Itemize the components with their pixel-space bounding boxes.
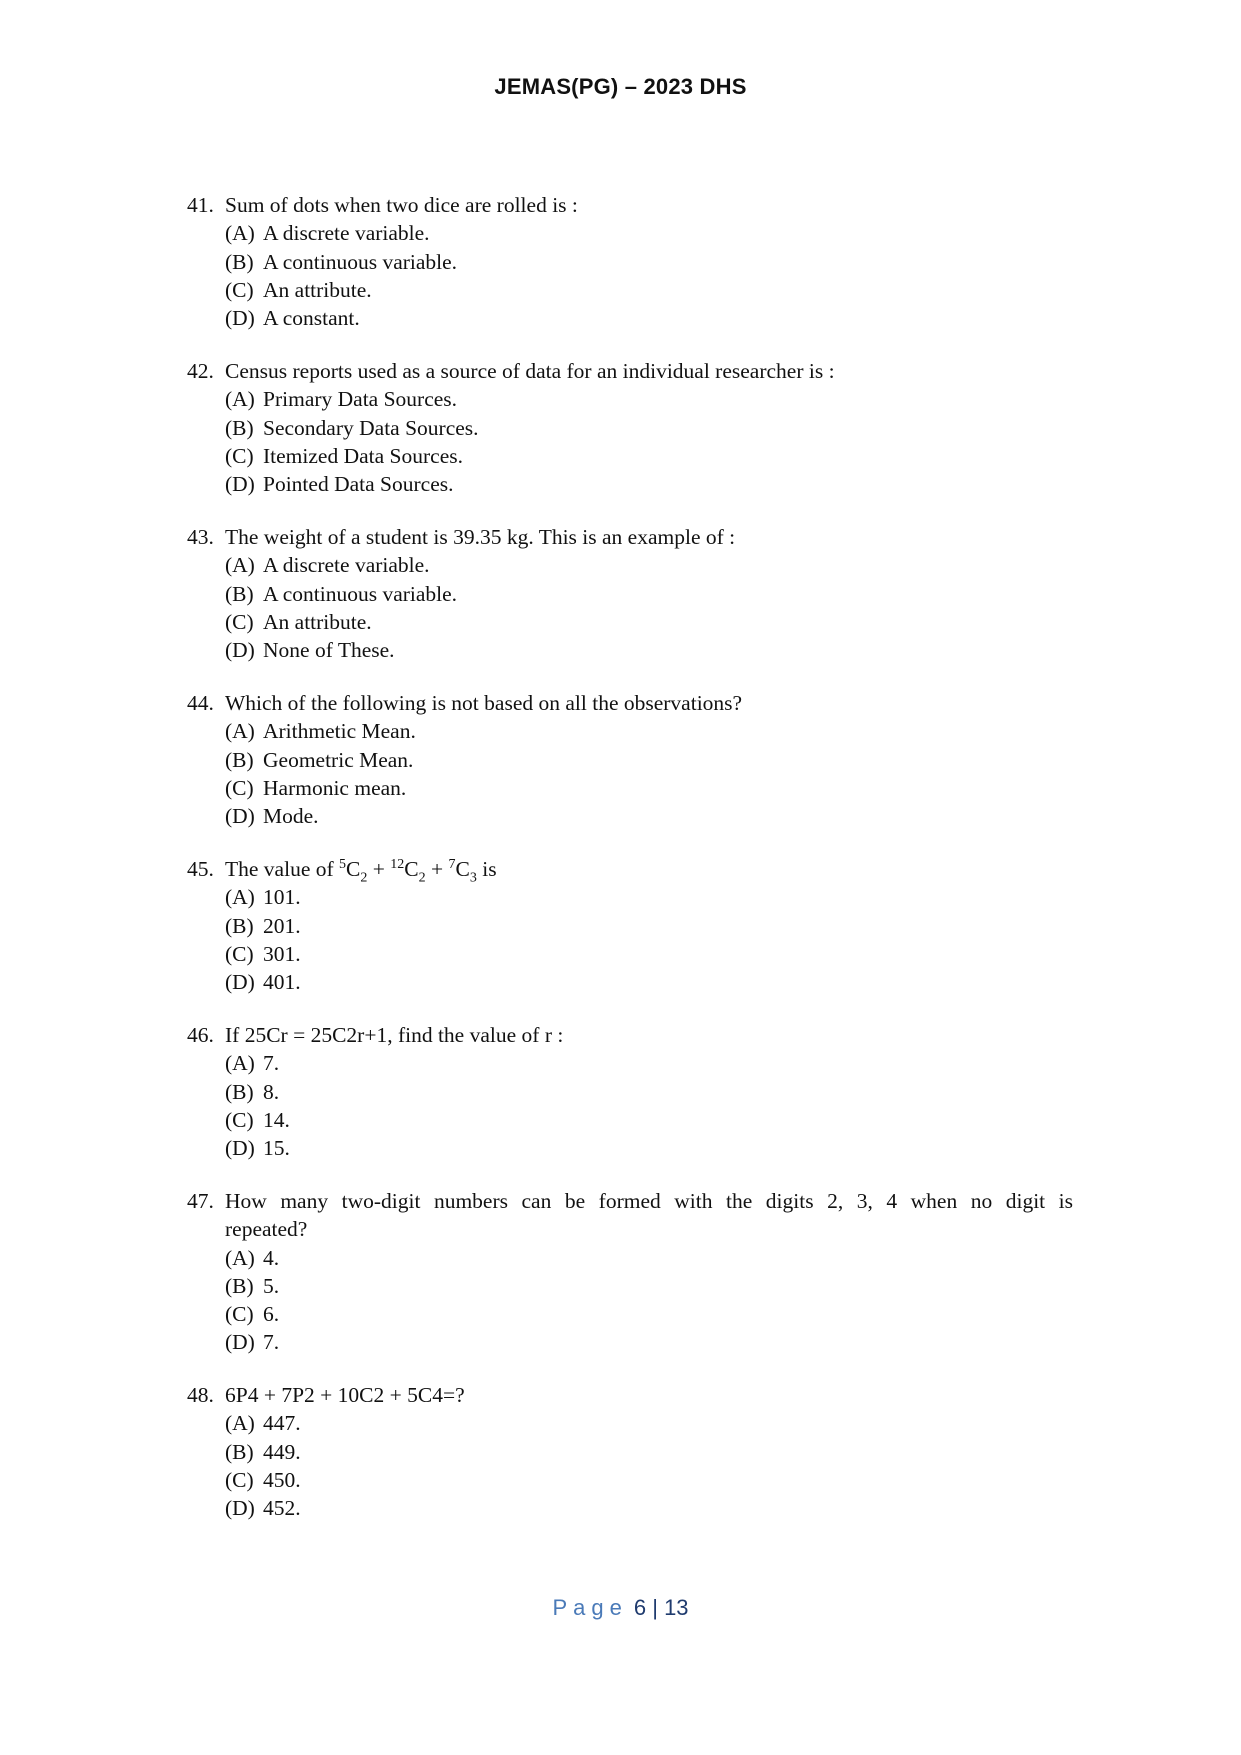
current-page-number: 6 bbox=[633, 1595, 647, 1620]
question-text: Sum of dots when two dice are rolled is : bbox=[225, 193, 578, 217]
option-d: (D) 7. bbox=[225, 1330, 280, 1355]
option-c: (C) Harmonic mean. bbox=[225, 775, 407, 800]
page-separator: | bbox=[652, 1595, 658, 1620]
option-a: (A) 447. bbox=[225, 1411, 301, 1436]
option-c: (C) 301. bbox=[225, 941, 301, 966]
option-d: (D) A constant. bbox=[225, 306, 360, 331]
option-b: (B) 5. bbox=[225, 1273, 280, 1298]
exam-title: JEMAS(PG) – 2023 DHS bbox=[494, 74, 747, 99]
question-number: 45. bbox=[187, 856, 214, 881]
option-a: (A) Primary Data Sources. bbox=[225, 387, 458, 412]
question-46 bbox=[187, 1021, 1073, 1162]
option-c: (C) 450. bbox=[225, 1468, 301, 1493]
question-text: Which of the following is not based on all the observations? bbox=[225, 690, 743, 715]
option-c: (C) An attribute. bbox=[225, 277, 372, 302]
question-text-line-2: repeated? bbox=[225, 1217, 308, 1242]
option-a: (A) 4. bbox=[225, 1245, 280, 1270]
option-c: (C) 6. bbox=[225, 1302, 280, 1327]
option-a: (A) A discrete variable. bbox=[225, 221, 430, 246]
question-number: 48. bbox=[187, 1383, 214, 1408]
page-footer bbox=[0, 1595, 1241, 1621]
question-number: 41. bbox=[187, 193, 214, 217]
option-c: (C) An attribute. bbox=[225, 609, 372, 634]
option-b: (B) Geometric Mean. bbox=[225, 747, 414, 772]
question-text: The weight of a student is 39.35 kg. This is an example of : bbox=[225, 524, 736, 549]
total-pages: 13 bbox=[664, 1595, 689, 1620]
option-b: (B) 8. bbox=[225, 1079, 280, 1104]
option-a: (A) A discrete variable. bbox=[225, 553, 430, 578]
question-41 bbox=[187, 191, 1073, 332]
question-list bbox=[187, 191, 1073, 1547]
question-number: 46. bbox=[187, 1022, 214, 1047]
option-d: (D) 15. bbox=[225, 1136, 290, 1161]
option-a: (A) 101. bbox=[225, 885, 301, 910]
question-44 bbox=[187, 689, 1073, 830]
question-48 bbox=[187, 1381, 1073, 1522]
question-number: 47. bbox=[187, 1188, 214, 1213]
question-text: Census reports used as a source of data for an individual researcher is : bbox=[225, 358, 835, 383]
option-a: (A) 7. bbox=[225, 1051, 280, 1076]
option-b: (B) 449. bbox=[225, 1439, 301, 1464]
option-a: (A) Arithmetic Mean. bbox=[225, 719, 416, 744]
question-45 bbox=[187, 855, 1073, 996]
option-d: (D) Pointed Data Sources. bbox=[225, 472, 454, 497]
option-c: (C) 14. bbox=[225, 1107, 290, 1132]
option-b: (B) A continuous variable. bbox=[225, 249, 458, 274]
question-43 bbox=[187, 523, 1073, 664]
question-text: The value of $^5C_2 + ^{12}C_2 + ^7C_3$ is bbox=[225, 856, 497, 886]
page-header bbox=[0, 74, 1241, 100]
question-47 bbox=[187, 1187, 1073, 1357]
option-d: (D) 401. bbox=[225, 970, 301, 995]
question-number: 44. bbox=[187, 690, 214, 715]
question-text: 6P4 + 7P2 + 10C2 + 5C4=? bbox=[225, 1383, 465, 1408]
option-d: (D) None of These. bbox=[225, 638, 395, 663]
question-number: 42. bbox=[187, 358, 214, 383]
question-text-line-1: How many two-digit numbers can be formed with the digits 2, 3, 4 when no digit is bbox=[225, 1188, 1073, 1213]
question-text: If 25Cr = 25C2r+1, find the value of r : bbox=[225, 1022, 564, 1047]
question-42 bbox=[187, 357, 1073, 498]
question-number: 43. bbox=[187, 524, 214, 549]
option-d: (D) 452. bbox=[225, 1496, 301, 1521]
page-label: Page bbox=[552, 1595, 628, 1620]
option-b: (B) A continuous variable. bbox=[225, 581, 458, 606]
question-text bbox=[225, 1187, 1073, 1244]
option-d: (D) Mode. bbox=[225, 804, 319, 829]
option-c: (C) Itemized Data Sources. bbox=[225, 443, 463, 468]
option-b: (B) Secondary Data Sources. bbox=[225, 415, 479, 440]
option-b: (B) 201. bbox=[225, 913, 301, 938]
